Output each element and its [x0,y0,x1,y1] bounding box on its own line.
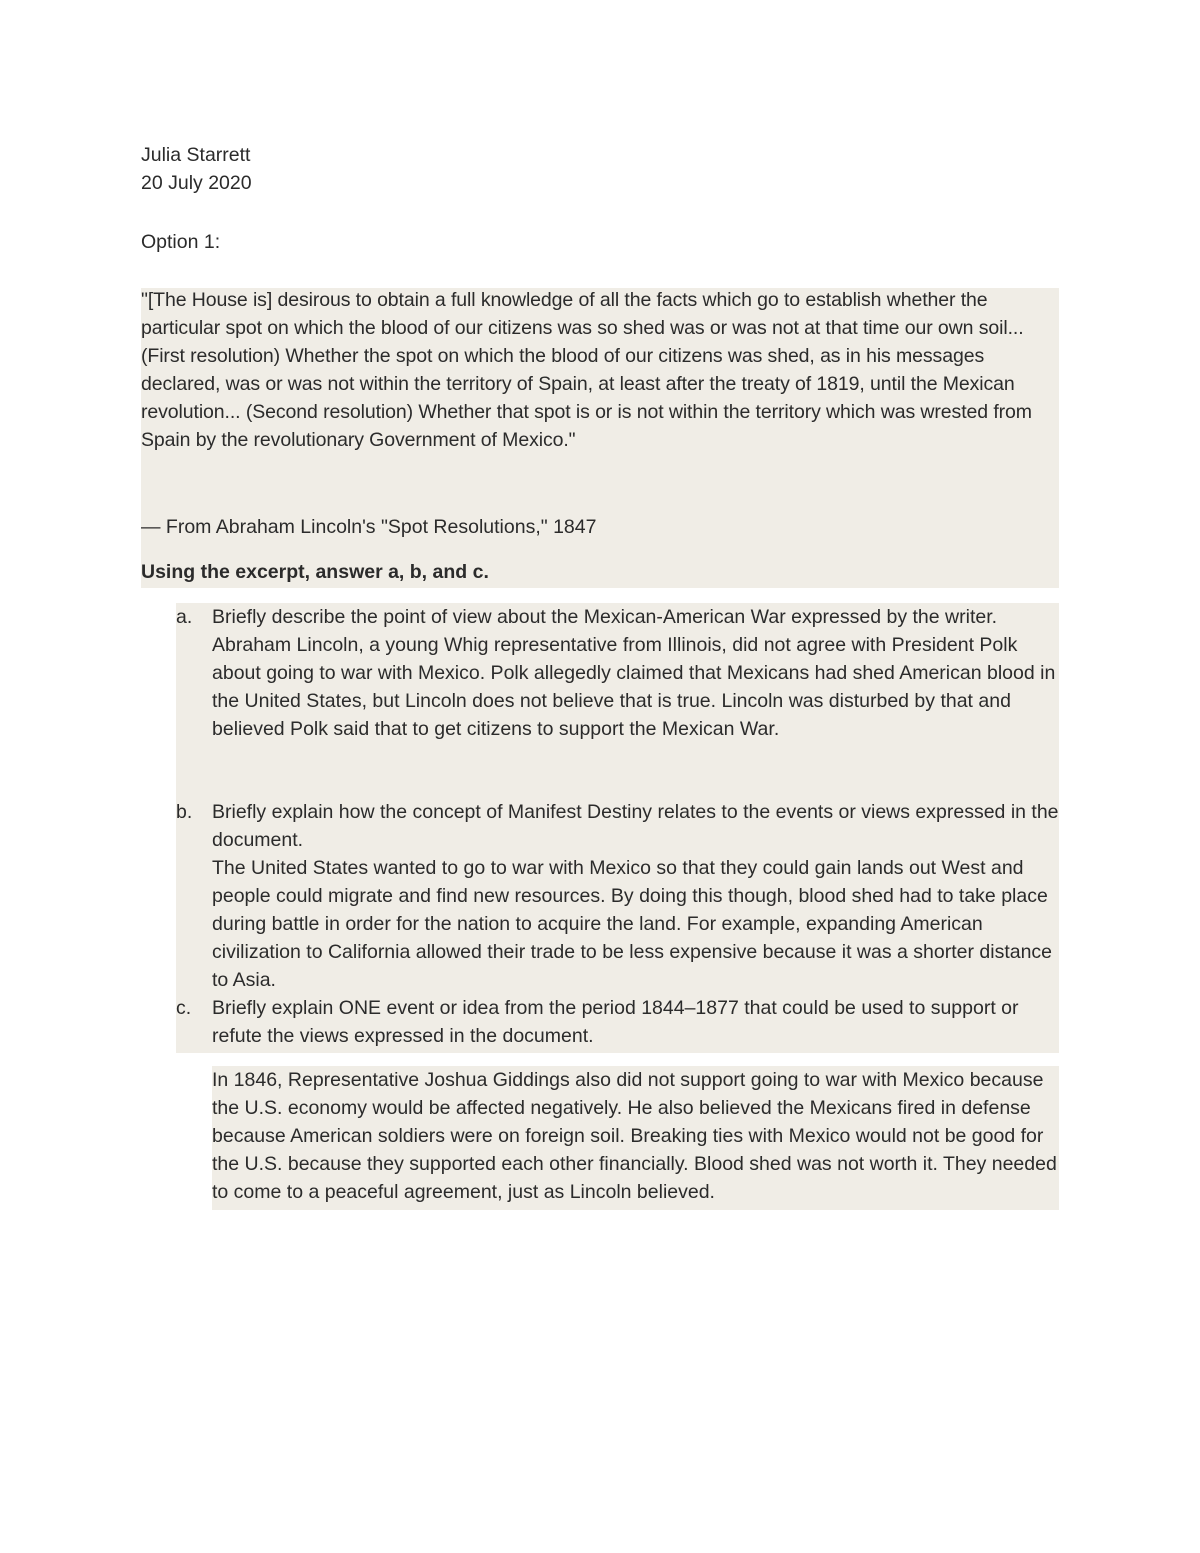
question-marker: b. [176,801,193,823]
instruction-text: Using the excerpt, answer a, b, and c. [141,561,489,583]
excerpt-block [141,286,1059,454]
question-c [176,994,1059,1050]
question-body [212,994,1059,1050]
question-prompt: Briefly explain how the concept of Manifest Destiny relates to the events or views expressed in the document. [212,801,1059,851]
question-marker: c. [176,997,192,1019]
question-c-answer: In 1846, Representative Joshua Giddings also did not support going to war with Mexico because the U.S. economy would be affected negatively. He also believed the Mexicans fired in defense because American soldiers were on foreign soil. Breaking ties with Mexico would not be good for the U.S. because they supported each other financially. Blood shed was not worth it. They needed to come to a peaceful agreement, just as Lincoln believed. [212,1069,1057,1203]
option-label: Option 1: [141,231,221,253]
question-prompt: Briefly explain ONE event or idea from the period 1844–1877 that could be used to support or refute the views expressed in the document. [212,997,1019,1047]
question-b [176,798,1059,994]
question-body [212,603,1059,743]
excerpt-attribution: — From Abraham Lincoln's "Spot Resolutions," 1847 [141,516,597,538]
excerpt-quote: "[The House is] desirous to obtain a full knowledge of all the facts which go to establish whether the particular spot on which the blood of our citizens was so shed was or was not at that time our own soil... (First resolution) Whether the spot on which the blood of our citizens was shed, as in his messages declared, was or was not within the territory of Spain, at least after the treaty of 1819, until the Mexican revolution... (Second resolution) Whether that spot is or is not within the territory which was wrested from Spain by the revolutionary Government of Mexico." [141,289,1032,451]
author-name: Julia Starrett [141,144,251,166]
question-answer: Abraham Lincoln, a young Whig representative from Illinois, did not agree with President Polk about going to war with Mexico. Polk allegedly claimed that Mexicans had shed American blood in the United States, but Lincoln does not believe that is true. Lincoln was disturbed by that and believed Polk said that to get citizens to support the Mexican War. [212,634,1056,740]
question-answer: The United States wanted to go to war with Mexico so that they could gain lands out West and people could migrate and find new resources. By doing this though, blood shed had to take place during battle in order for the nation to acquire the land. For example, expanding American civilization to California allowed their trade to be less expensive because it was a shorter distance to Asia. [212,857,1053,991]
document-date: 20 July 2020 [141,172,252,194]
question-prompt: Briefly describe the point of view about the Mexican-American War expressed by the writer. [212,606,998,628]
question-marker: a. [176,606,193,628]
question-body [212,798,1059,994]
question-a [176,603,1059,753]
